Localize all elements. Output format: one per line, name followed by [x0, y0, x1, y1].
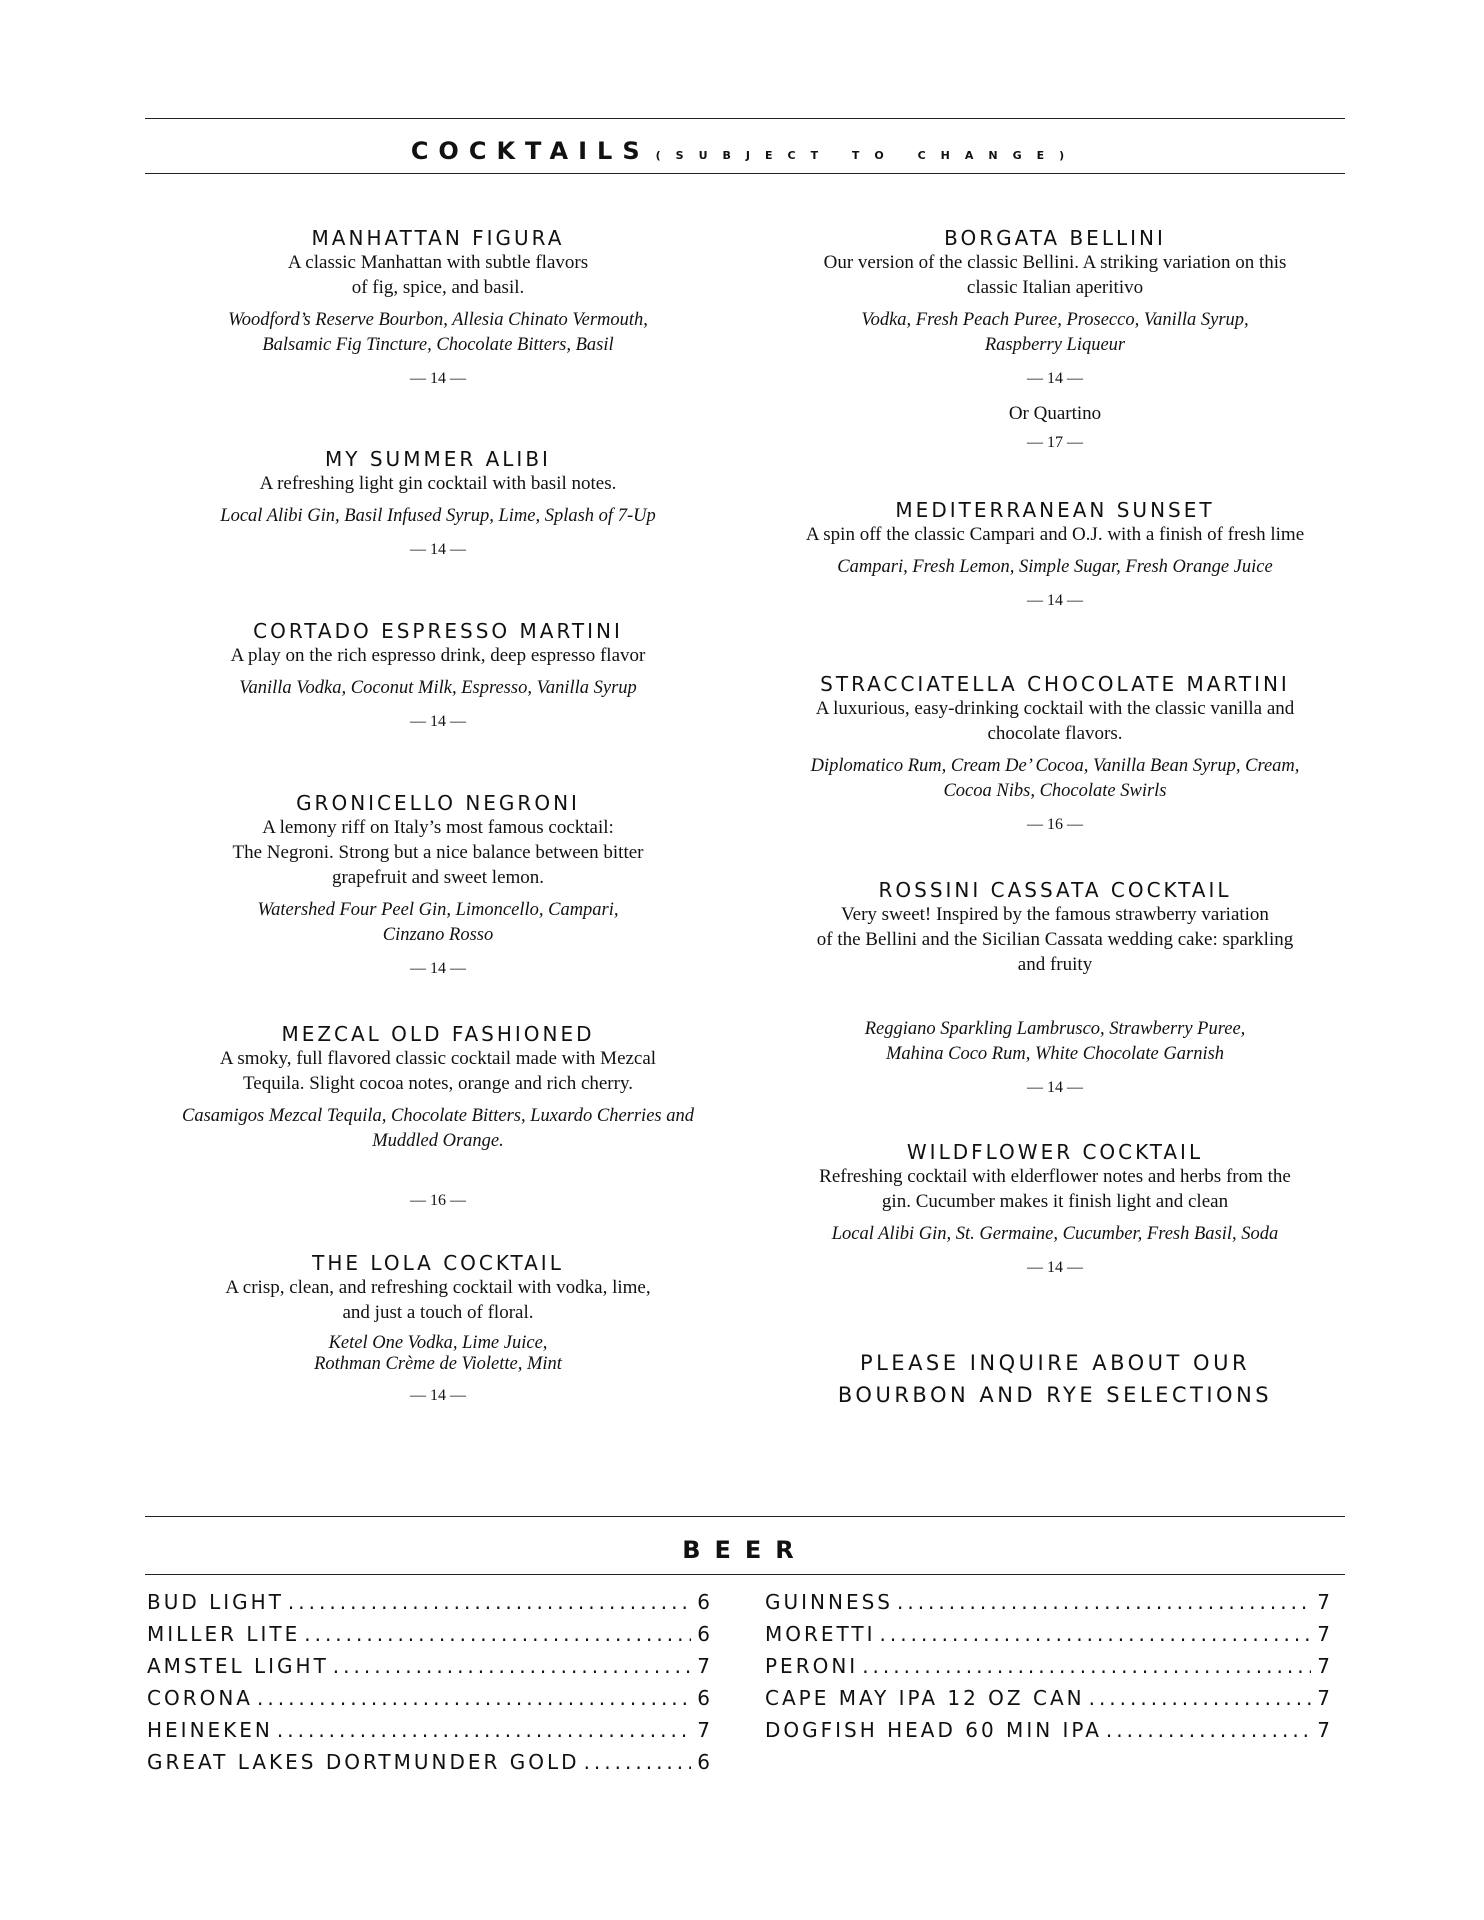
- cocktail-price: — 16 —: [1027, 816, 1083, 833]
- cocktail-price: — 14 —: [1027, 370, 1083, 387]
- beer-price: 7: [1317, 1622, 1333, 1646]
- cocktail-name: GRONICELLO NEGRONI: [296, 791, 580, 815]
- beer-row: [765, 1718, 1333, 1750]
- cocktail-ingredients: Vodka, Fresh Peach Puree, Prosecco, Vanilla Syrup, Raspberry Liqueur: [861, 310, 1249, 355]
- cocktail-item: [750, 1140, 1360, 1279]
- cocktail-name: MANHATTAN FIGURA: [311, 226, 565, 250]
- beer-price: 7: [697, 1718, 713, 1742]
- cocktail-description: A classic Manhattan with subtle flavors of fig, spice, and basil.: [287, 252, 589, 298]
- cocktail-price: — 14 —: [410, 960, 466, 977]
- beer-title: BEER: [682, 1536, 808, 1564]
- cocktails-heading: [145, 137, 1345, 165]
- cocktail-description: A crisp, clean, and refreshing cocktail with vodka, lime, and just a touch of floral.: [225, 1277, 651, 1323]
- cocktail-description: Very sweet! Inspired by the famous strawberry variation of the Bellini and the Sicilian Cassata wedding cake: sparkling and fruity: [816, 904, 1294, 975]
- cocktail-item: [138, 447, 738, 561]
- cocktail-description: A refreshing light gin cocktail with basil notes.: [259, 473, 617, 494]
- cocktail-ingredients: Local Alibi Gin, St. Germaine, Cucumber, Fresh Basil, Soda: [831, 1224, 1279, 1244]
- cocktail-item: [750, 226, 1360, 454]
- beer-name: PERONI: [765, 1654, 859, 1678]
- cocktail-ingredients: Reggiano Sparkling Lambrusco, Strawberry Puree, Mahina Coco Rum, White Chocolate Garnish: [864, 1019, 1246, 1064]
- cocktail-alt-label: Or Quartino: [1008, 403, 1102, 424]
- dot-leader: [288, 1590, 691, 1614]
- dot-leader: [277, 1718, 691, 1742]
- cocktail-price: — 14 —: [410, 541, 466, 558]
- cocktail-description: A spin off the classic Campari and O.J. with a finish of fresh lime: [805, 524, 1305, 545]
- dot-leader: [862, 1654, 1311, 1678]
- dot-leader: [333, 1654, 691, 1678]
- cocktail-price: — 14 —: [1027, 1079, 1083, 1096]
- beer-row: [147, 1590, 713, 1622]
- beer-row: [147, 1718, 713, 1750]
- cocktail-ingredients: Woodford’s Reserve Bourbon, Allesia Chinato Vermouth, Balsamic Fig Tincture, Chocolate Bitters, Basil: [228, 310, 648, 355]
- cocktail-description: A play on the rich espresso drink, deep espresso flavor: [230, 645, 646, 666]
- cocktail-alt-price: — 17 —: [1027, 434, 1083, 451]
- dot-leader: [897, 1590, 1311, 1614]
- cocktail-name: MEDITERRANEAN SUNSET: [895, 498, 1215, 522]
- cocktail-ingredients: Watershed Four Peel Gin, Limoncello, Campari, Cinzano Rosso: [257, 900, 619, 945]
- beer-name: MILLER LITE: [147, 1622, 301, 1646]
- beer-row: [147, 1686, 713, 1718]
- beer-price: 7: [1317, 1590, 1333, 1614]
- cocktail-name: THE LOLA COCKTAIL: [312, 1251, 564, 1275]
- beer-price: 7: [697, 1654, 713, 1678]
- beer-price: 7: [1317, 1718, 1333, 1742]
- cocktail-item: [138, 791, 738, 980]
- cocktail-price: — 14 —: [410, 713, 466, 730]
- beer-price: 6: [697, 1590, 713, 1614]
- cocktail-ingredients: Casamigos Mezcal Tequila, Chocolate Bitters, Luxardo Cherries and Muddled Orange.: [181, 1106, 694, 1151]
- cocktail-description: A smoky, full flavored classic cocktail made with Mezcal Tequila. Slight cocoa notes, orange and rich cherry.: [219, 1048, 657, 1094]
- beer-row: [765, 1622, 1333, 1654]
- cocktail-price: — 14 —: [410, 370, 466, 387]
- beer-row: [147, 1622, 713, 1654]
- beer-name: BUD LIGHT: [147, 1590, 284, 1614]
- cocktail-ingredients: Campari, Fresh Lemon, Simple Sugar, Fresh Orange Juice: [837, 557, 1273, 577]
- dot-leader: [304, 1622, 691, 1646]
- beer-row: [765, 1590, 1333, 1622]
- cocktail-item: [750, 878, 1360, 1099]
- beer-price: 6: [697, 1686, 713, 1710]
- cocktail-name: MY SUMMER ALIBI: [325, 447, 551, 471]
- cocktail-name: BORGATA BELLINI: [944, 226, 1166, 250]
- cocktail-item: [750, 498, 1360, 612]
- beer-right-list: [765, 1590, 1333, 1750]
- cocktails-top-rule: [145, 118, 1345, 119]
- cocktail-item: [138, 1251, 738, 1407]
- cocktail-name: CORTADO ESPRESSO MARTINI: [253, 619, 623, 643]
- cocktail-name: MEZCAL OLD FASHIONED: [281, 1022, 595, 1046]
- cocktail-ingredients: Diplomatico Rum, Cream De’ Cocoa, Vanilla Bean Syrup, Cream, Cocoa Nibs, Chocolate Swirls: [810, 756, 1300, 801]
- cocktail-ingredients: Ketel One Vodka, Lime Juice, Rothman Crème de Violette, Mint: [314, 1333, 562, 1374]
- cocktail-name: WILDFLOWER COCKTAIL: [906, 1140, 1204, 1164]
- beer-price: 6: [697, 1750, 713, 1774]
- dot-leader: [584, 1750, 692, 1774]
- beer-name: CAPE MAY IPA 12 OZ CAN: [765, 1686, 1085, 1710]
- cocktail-item: [138, 1022, 738, 1212]
- beer-name: MORETTI: [765, 1622, 876, 1646]
- cocktail-price: — 14 —: [410, 1387, 466, 1404]
- beer-top-rule: [145, 1516, 1345, 1517]
- beer-row: [765, 1654, 1333, 1686]
- cocktail-item: [750, 672, 1360, 836]
- beer-name: AMSTEL LIGHT: [147, 1654, 329, 1678]
- cocktails-title: COCKTAILS: [410, 137, 650, 165]
- cocktail-description: Our version of the classic Bellini. A striking variation on this classic Italian aperitivo: [823, 252, 1287, 298]
- beer-left-list: [147, 1590, 713, 1782]
- inquire-text: PLEASE INQUIRE ABOUT OUR BOURBON AND RYE SELECTIONS: [837, 1351, 1273, 1407]
- bourbon-rye-notice: [750, 1347, 1360, 1411]
- dot-leader: [1106, 1718, 1311, 1742]
- cocktail-ingredients: Local Alibi Gin, Basil Infused Syrup, Lime, Splash of 7-Up: [220, 506, 656, 526]
- cocktail-ingredients: Vanilla Vodka, Coconut Milk, Espresso, Vanilla Syrup: [239, 678, 637, 698]
- cocktail-description: A lemony riff on Italy’s most famous cocktail: The Negroni. Strong but a nice balance between bitter grapefruit and sweet lemon.: [232, 817, 644, 888]
- dot-leader: [1089, 1686, 1312, 1710]
- cocktail-item: [138, 619, 738, 733]
- cocktail-price: — 14 —: [1027, 592, 1083, 609]
- cocktails-bottom-rule: [145, 173, 1345, 174]
- cocktail-name: STRACCIATELLA CHOCOLATE MARTINI: [820, 672, 1290, 696]
- beer-row: [147, 1750, 713, 1782]
- cocktail-price: — 14 —: [1027, 1259, 1083, 1276]
- beer-price: 6: [697, 1622, 713, 1646]
- cocktail-description: Refreshing cocktail with elderflower notes and herbs from the gin. Cucumber makes it finish light and clean: [819, 1166, 1291, 1212]
- cocktail-description: A luxurious, easy-drinking cocktail with the classic vanilla and chocolate flavors.: [815, 698, 1295, 744]
- beer-name: GREAT LAKES DORTMUNDER GOLD: [147, 1750, 580, 1774]
- beer-price: 7: [1317, 1654, 1333, 1678]
- beer-row: [765, 1686, 1333, 1718]
- beer-bottom-rule: [145, 1574, 1345, 1575]
- cocktail-item: [138, 226, 738, 390]
- cocktail-name: ROSSINI CASSATA COCKTAIL: [878, 878, 1232, 902]
- beer-name: DOGFISH HEAD 60 MIN IPA: [765, 1718, 1102, 1742]
- beer-name: CORONA: [147, 1686, 253, 1710]
- beer-name: HEINEKEN: [147, 1718, 273, 1742]
- beer-row: [147, 1654, 713, 1686]
- cocktails-subtitle: (SUBJECT TO CHANGE): [655, 149, 1080, 162]
- cocktail-price: — 16 —: [410, 1192, 466, 1209]
- beer-name: GUINNESS: [765, 1590, 893, 1614]
- beer-price: 7: [1317, 1686, 1333, 1710]
- dot-leader: [880, 1622, 1312, 1646]
- dot-leader: [257, 1686, 691, 1710]
